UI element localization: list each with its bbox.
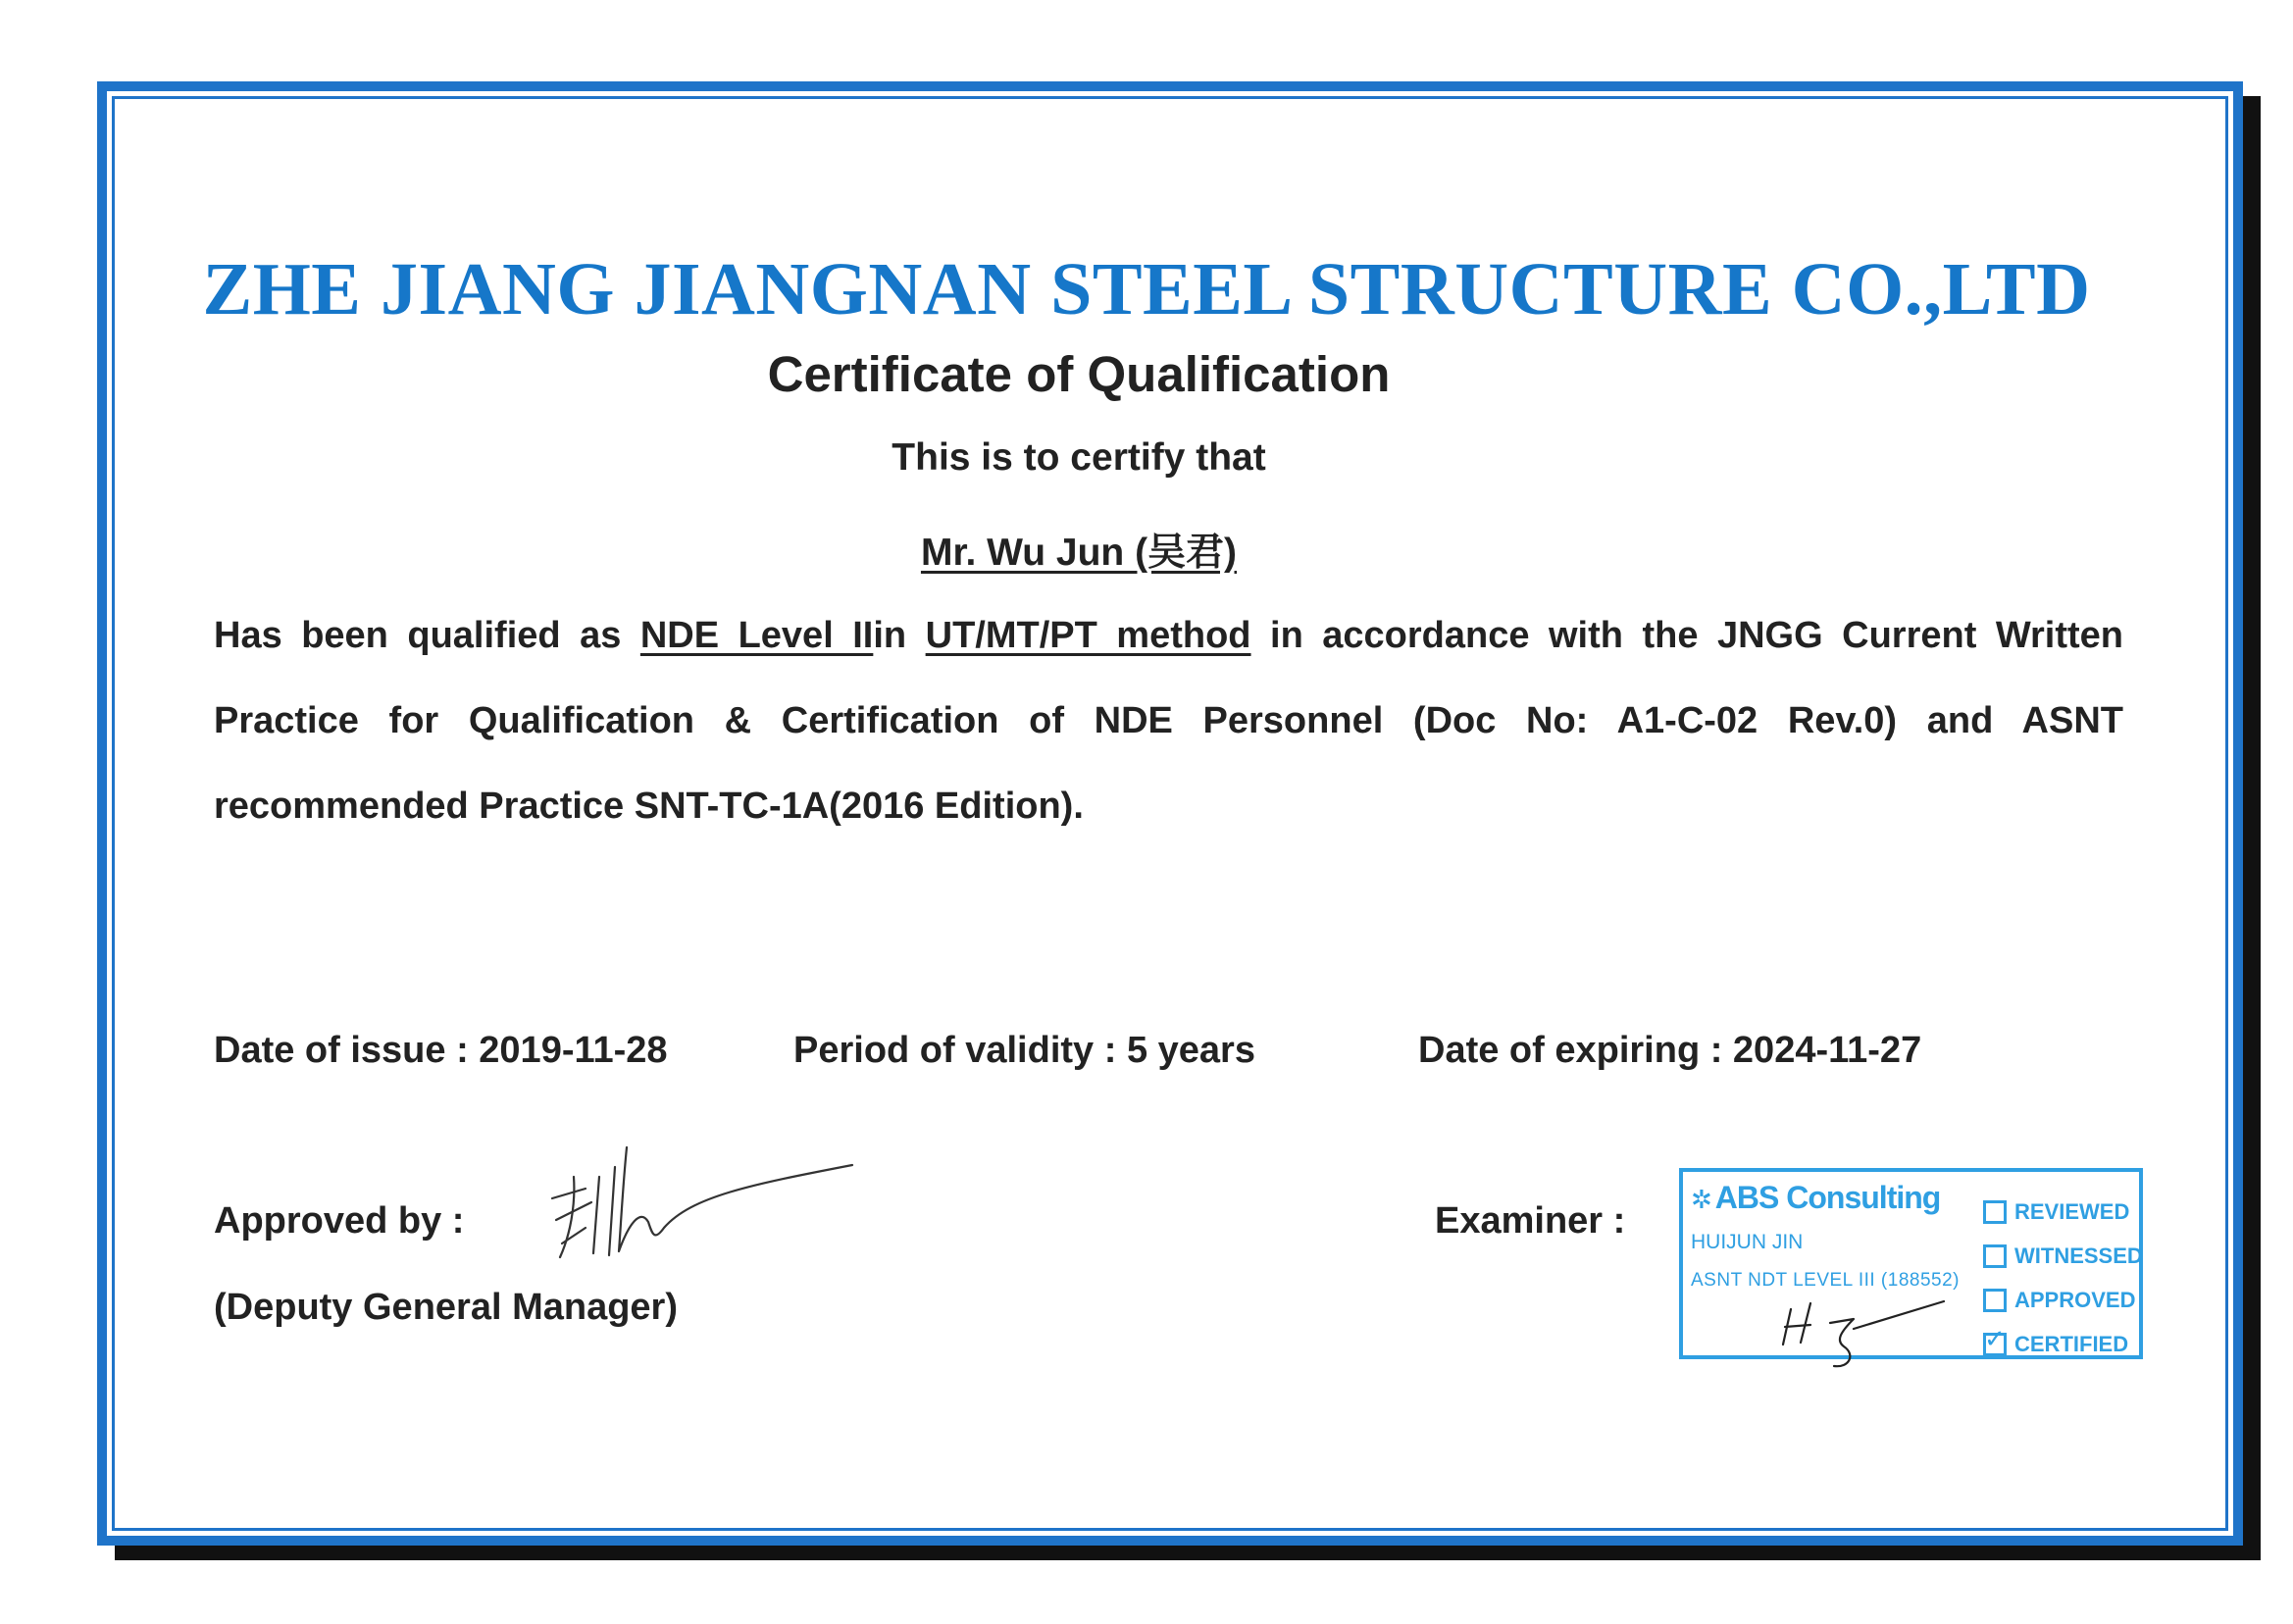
stamp-option-label: APPROVED: [2014, 1287, 2136, 1312]
checkmark-icon: ✓: [1984, 1323, 2006, 1353]
approver-position: (Deputy General Manager): [214, 1287, 678, 1328]
approver-signature: [535, 1138, 858, 1265]
qualification-prefix: Has been qualified as: [214, 615, 640, 656]
stamp-brand: [1691, 1180, 1940, 1216]
qualification-level: NDE Level II: [639, 615, 874, 656]
date-of-issue: Date of issue : 2019-11-28: [214, 1030, 668, 1071]
abs-consulting-stamp: [1679, 1168, 2143, 1359]
stamp-examiner-name: HUIJUN JIN: [1691, 1231, 1804, 1253]
period-of-validity: Period of validity : 5 years: [793, 1030, 1255, 1071]
checkbox-empty-icon: [1983, 1244, 2007, 1268]
stamp-brand-name: ABS Consulting: [1714, 1180, 1941, 1215]
person-name-line: [0, 522, 2158, 577]
stamp-examiner-cert: ASNT NDT LEVEL III (188552): [1691, 1270, 1960, 1291]
qualification-method: UT/MT/PT method: [925, 615, 1251, 656]
certificate-title: Certificate of Qualification: [767, 346, 1391, 402]
checkbox-empty-icon: [1983, 1289, 2007, 1312]
checkbox-empty-icon: [1983, 1200, 2007, 1224]
examiner-signature: [1771, 1290, 1967, 1368]
stamp-option-approved: [1983, 1278, 2143, 1322]
checkbox-checked-icon: [1983, 1323, 2007, 1356]
certify-line: This is to certify that: [892, 436, 1266, 479]
stamp-option-certified: [1983, 1322, 2143, 1366]
abs-logo-icon: ✲: [1691, 1185, 1711, 1214]
approved-by-label: Approved by :: [214, 1200, 465, 1242]
qualification-rest: in accordance with the JNGG Current Written Practice for Qualification & Certification of NDE Personnel (Doc No: A1-C-02 Rev.0) and ASNT recommended Practice SNT-TC-1A(2016 Edition).: [214, 615, 2124, 827]
stamp-option-label: CERTIFIED: [2014, 1331, 2129, 1356]
person-name: Mr. Wu Jun (吴君): [920, 532, 1238, 574]
stamp-option-witnessed: [1983, 1234, 2143, 1278]
date-of-expiring: Date of expiring : 2024-11-27: [1418, 1030, 1922, 1071]
stamp-option-label: REVIEWED: [2014, 1198, 2130, 1224]
company-name: ZHE JIANG JIANGNAN STEEL STRUCTURE CO.,LTD: [202, 248, 2091, 330]
examiner-label: Examiner :: [1435, 1200, 1626, 1242]
stamp-checkbox-list: [1983, 1190, 2143, 1366]
qualification-statement: [214, 593, 2123, 849]
stamp-option-label: WITNESSED: [2014, 1243, 2143, 1268]
qualification-in: in: [873, 615, 926, 656]
stamp-option-reviewed: [1983, 1190, 2143, 1234]
